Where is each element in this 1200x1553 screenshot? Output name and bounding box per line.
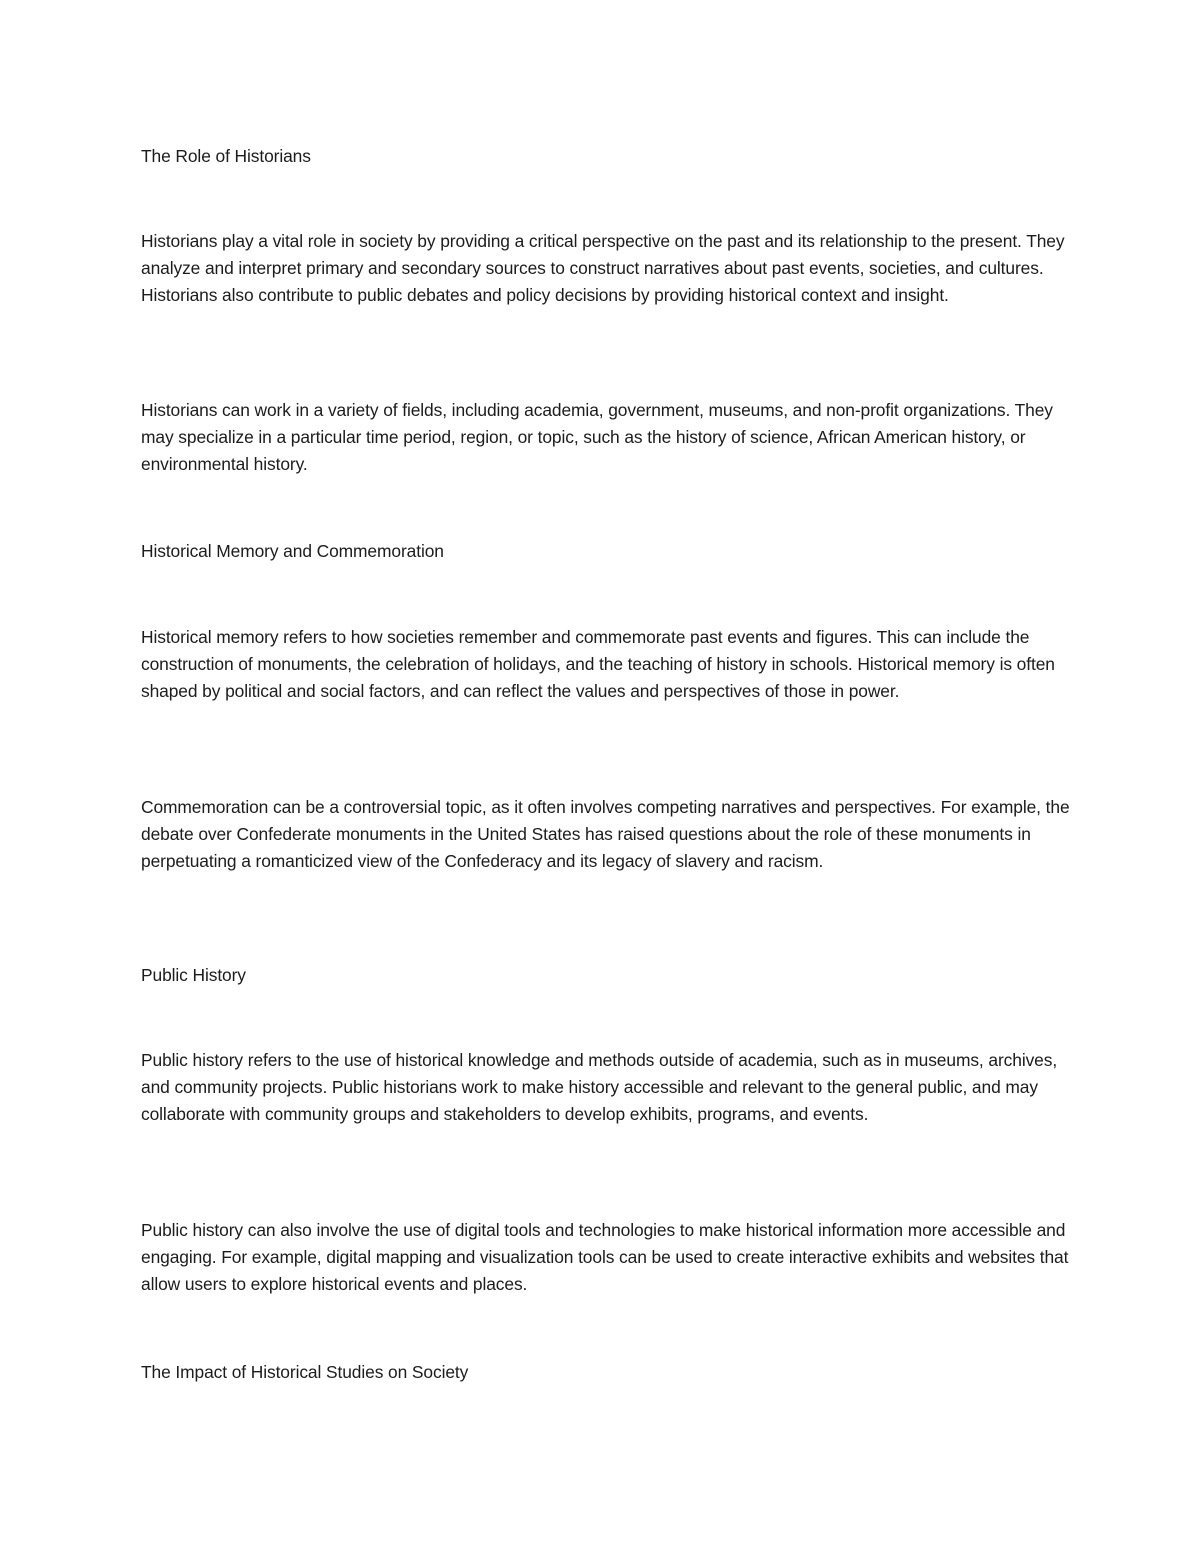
paragraph-role-of-historians-2: Historians can work in a variety of fields, including academia, government, museums, and non-profit organizations. They may specialize in a particular time period, region, or topic, such as the history of science, African American history, or environmental history. (141, 400, 1053, 475)
paragraph-role-of-historians-1: Historians play a vital role in society by providing a critical perspective on the past and its relationship to the present. They analyze and interpret primary and secondary sources to construct narratives about past events, societies, and cultures. Historians also contribute to public debates and policy decisions by providing historical context and insight. (141, 231, 1065, 306)
paragraph-historical-memory-2: Commemoration can be a controversial topic, as it often involves competing narratives and perspectives. For example, the debate over Confederate monuments in the United States has raised questions about the role of these monuments in perpetuating a romanticized view of the Confederacy and its legacy of slavery and racism. (141, 797, 1070, 872)
section-heading-public-history: Public History (141, 965, 246, 985)
section-heading-historical-memory: Historical Memory and Commemoration (141, 541, 444, 561)
paragraph-public-history-2: Public history can also involve the use of digital tools and technologies to make historical information more accessible and engaging. For example, digital mapping and visualization tools can be used to create interactive exhibits and websites that allow users to explore historical events and places. (141, 1220, 1069, 1295)
paragraph-public-history-1: Public history refers to the use of historical knowledge and methods outside of academia, such as in museums, archives, and community projects. Public historians work to make history accessible and relevant to the general public, and may collaborate with community groups and stakeholders to develop exhibits, programs, and events. (141, 1050, 1058, 1125)
paragraph-historical-memory-1: Historical memory refers to how societies remember and commemorate past events and figures. This can include the construction of monuments, the celebration of holidays, and the teaching of history in schools. Historical memory is often shaped by political and social factors, and can reflect the values and perspectives of those in power. (141, 627, 1055, 702)
section-heading-impact-of-historical-studies: The Impact of Historical Studies on Society (141, 1362, 469, 1382)
section-heading-role-of-historians: The Role of Historians (141, 146, 311, 166)
